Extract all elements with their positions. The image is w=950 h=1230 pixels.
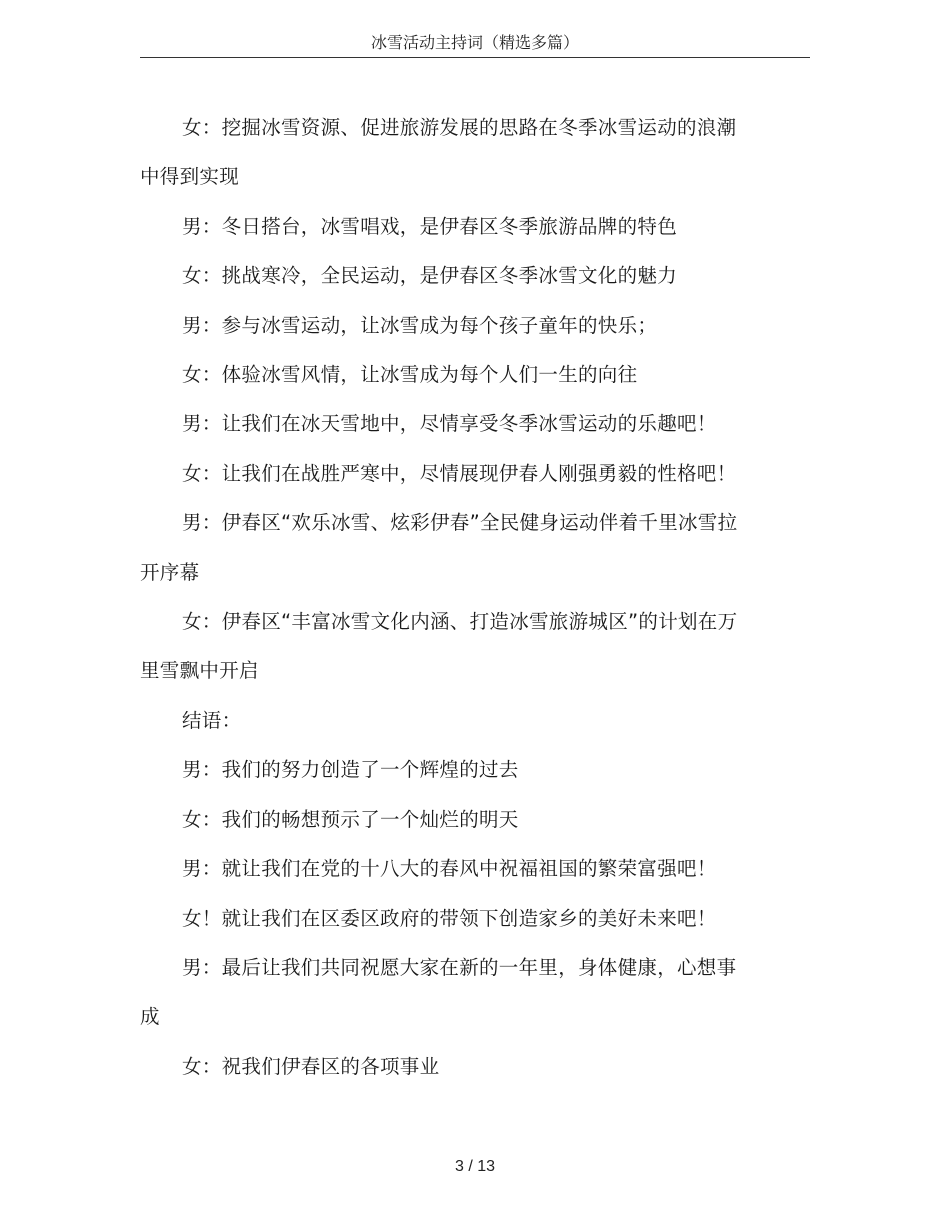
paragraph: 男：我们的努力创造了一个辉煌的过去 — [182, 758, 519, 782]
paragraph: 女：让我们在战胜严寒中，尽情展现伊春人刚强勇毅的性格吧！ — [182, 461, 737, 485]
paragraph: 男：就让我们在党的十八大的春风中祝福祖国的繁荣富强吧！ — [182, 857, 717, 881]
paragraph: 女：挖掘冰雪资源、促进旅游发展的思路在冬季冰雪运动的浪潮中得到实现 — [140, 116, 737, 189]
header-divider — [140, 57, 810, 58]
paragraph: 女：我们的畅想预示了一个灿烂的明天 — [182, 807, 519, 831]
paragraph: 男：伊春区“欢乐冰雪、炫彩伊春”全民健身运动伴着千里冰雪拉开序幕 — [140, 511, 738, 584]
paragraph: 女！就让我们在区委区政府的带领下创造家乡的美好未来吧！ — [182, 906, 717, 930]
section-heading-conclusion: 结语： — [182, 708, 242, 732]
paragraph: 女：体验冰雪风情，让冰雪成为每个人们一生的向往 — [182, 363, 638, 387]
paragraph: 男：让我们在冰天雪地中，尽情享受冬季冰雪运动的乐趣吧！ — [182, 412, 717, 436]
paragraph: 女：伊春区“丰富冰雪文化内涵、打造冰雪旅游城区”的计划在万里雪飘中开启 — [140, 610, 738, 683]
paragraph: 男：最后让我们共同祝愿大家在新的一年里，身体健康，心想事成 — [140, 955, 737, 1029]
paragraph: 女：挑战寒冷，全民运动，是伊春区冬季冰雪文化的魅力 — [182, 264, 678, 288]
page-number: 3 / 13 — [454, 1158, 496, 1175]
paragraph: 女：祝我们伊春区的各项事业 — [182, 1054, 440, 1078]
paragraph: 男：冬日搭台，冰雪唱戏，是伊春区冬季旅游品牌的特色 — [182, 214, 678, 238]
document-body — [140, 103, 750, 1091]
paragraph: 男：参与冰雪运动，让冰雪成为每个孩子童年的快乐； — [182, 313, 658, 337]
page-header-title: 冰雪活动主持词（精选多篇） — [370, 33, 579, 52]
